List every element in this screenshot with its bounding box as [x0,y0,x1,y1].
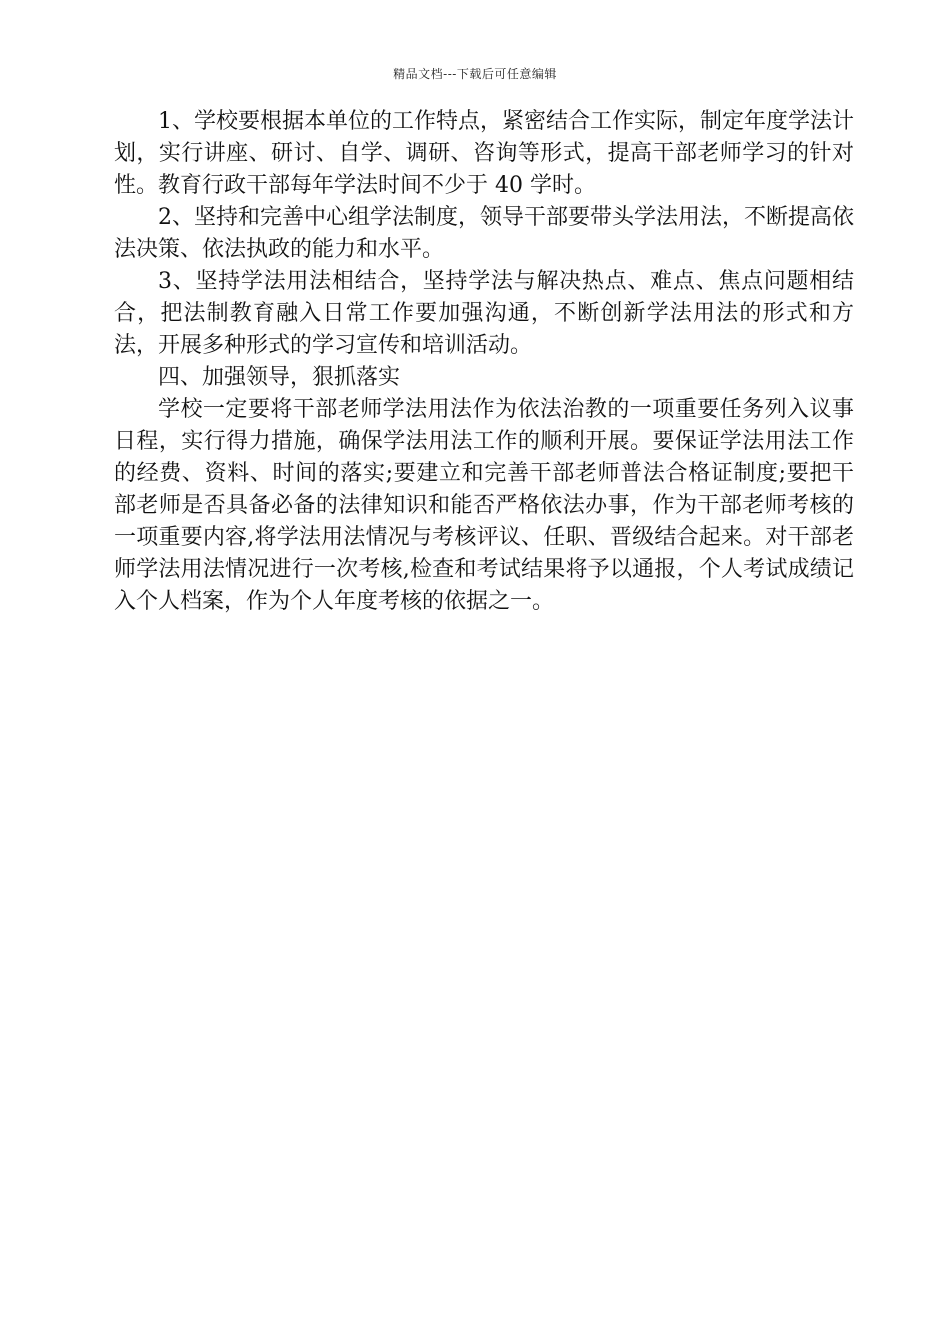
paragraph-1: 1、学校要根据本单位的工作特点，紧密结合工作实际，制定年度学法计划，实行讲座、研讨、自学、调研、咨询等形式，提高干部老师学习的针对性。教育行政干部每年学法时间不少于 40 学时。 [114,109,854,198]
document-body [114,106,854,618]
paragraph-3: 3、坚持学法用法相结合，坚持学法与解决热点、难点、焦点问题相结合，把法制教育融入日常工作要加强沟通，不断创新学法用法的形式和方法，开展多种形式的学习宣传和培训活动。 [114,269,854,358]
paragraph-2: 2、坚持和完善中心组学法制度，领导干部要带头学法用法，不断提高依法决策、依法执政的能力和水平。 [114,205,854,262]
paragraph-4: 学校一定要将干部老师学法用法作为依法治教的一项重要任务列入议事日程，实行得力措施，确保学法用法工作的顺利开展。要保证学法用法工作的经费、资料、时间的落实;要建立和完善干部老师普法合格证制度;要把干部老师是否具备必备的法律知识和能否严格依法办事，作为干部老师考核的一项重要内容,将学法用法情况与考核评议、任职、晋级结合起来。对干部老师学法用法情况进行一次考核,检查和考试结果将予以通报，个人考试成绩记入个人档案，作为个人年度考核的依据之一。 [114,397,854,614]
section-heading: 四、加强领导，狠抓落实 [158,365,401,390]
page-header: 精品文档---下载后可任意编辑 [393,67,557,81]
